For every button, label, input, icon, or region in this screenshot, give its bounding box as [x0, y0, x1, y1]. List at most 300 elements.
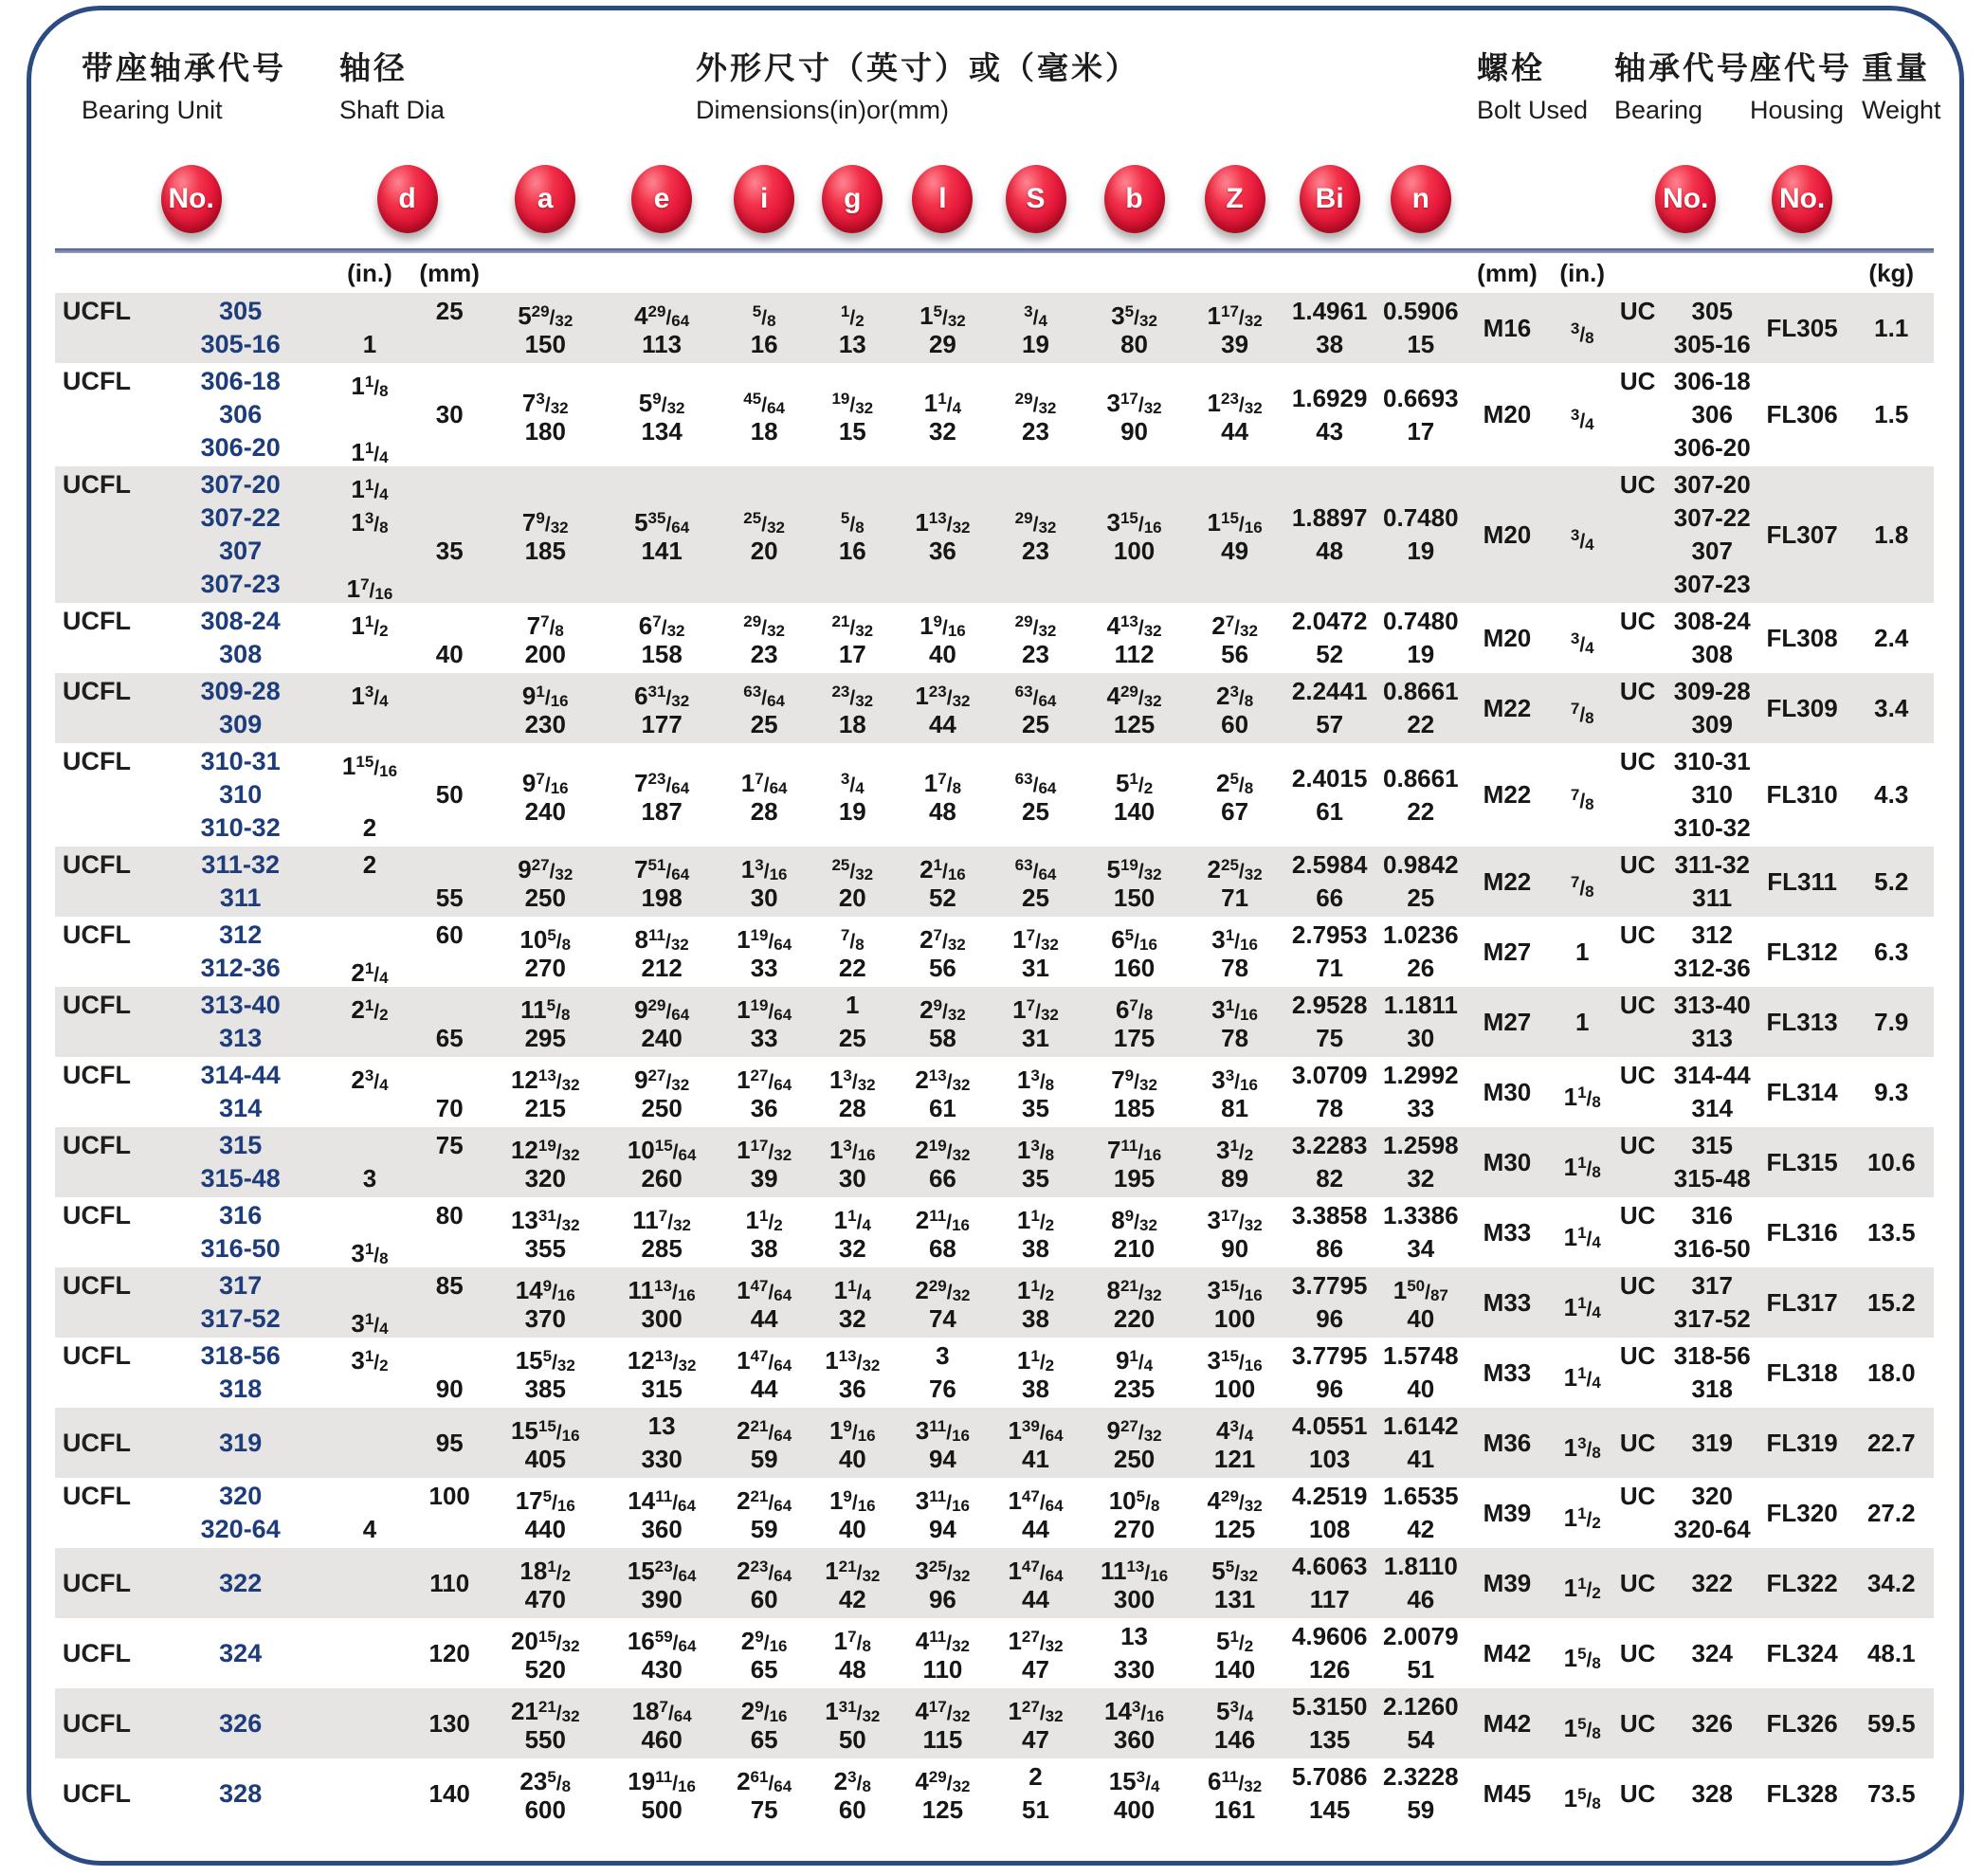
dim-e-mm: 260 [641, 1164, 683, 1193]
dim-g-mm: 18 [838, 710, 866, 738]
dim-z-cell [1186, 673, 1283, 743]
dim-e-inch: 10$^{15}$/64 [627, 1136, 697, 1164]
dim-bi-mm: 96 [1316, 1304, 1344, 1333]
bolt-in-value: 1 [1575, 1007, 1590, 1036]
dim-n-mm: 30 [1407, 1024, 1435, 1052]
shaft-dia-in-cell [327, 1548, 411, 1618]
bearing-prefix: UC [1619, 1778, 1656, 1808]
header-bolt-used [1477, 44, 1588, 125]
dim-l-mm: 56 [928, 954, 956, 982]
dim-bi-mm: 117 [1309, 1585, 1350, 1613]
bearing-prefix: UC [1619, 470, 1656, 499]
dim-b-cell [1083, 466, 1186, 603]
model-number: 314 [219, 1094, 263, 1122]
dim-g-mm: 16 [838, 537, 866, 565]
dim-i-cell [720, 1408, 809, 1478]
dim-bi-inch: 1.6929 [1291, 383, 1368, 412]
model-line [63, 638, 327, 671]
dim-n-cell [1375, 1688, 1465, 1758]
dim-l-inch: 1$^9$/16 [919, 611, 966, 640]
model-number: 313-40 [200, 991, 281, 1019]
dim-i-mm: 59 [750, 1515, 778, 1543]
shaft-dia-in-cell [327, 1408, 411, 1478]
bearing-prefix: UC [1619, 677, 1656, 705]
weight-cell [1849, 987, 1934, 1057]
bolt-in-value: $^7$/8 [1570, 786, 1594, 813]
dim-g-cell [809, 363, 897, 466]
bearing-line [1620, 398, 1756, 431]
model-cell [55, 1548, 327, 1618]
dim-i-mm: 38 [750, 1234, 778, 1263]
dim-a-inch: 17$^5$/16 [515, 1486, 575, 1515]
model-number: 314-44 [200, 1061, 281, 1089]
model-number: 312-36 [200, 954, 281, 982]
model-prefix: UCFL [63, 1428, 131, 1457]
dim-e-cell [604, 603, 720, 673]
dim-a-cell [487, 1338, 604, 1408]
dim-e-cell [604, 847, 720, 917]
bearing-prefix [1620, 1162, 1669, 1195]
model-prefix: UCFL [63, 1131, 131, 1159]
model-prefix: UCFL [63, 297, 131, 325]
dim-s-inch: $^{29}$/32 [1014, 612, 1057, 640]
weight-value: 48.1 [1866, 1638, 1916, 1667]
shaft-dia-in-cell [327, 293, 411, 363]
dim-i-mm: 16 [750, 330, 778, 358]
dim-g-inch: 1$^9$/16 [828, 1416, 876, 1445]
model-cell [55, 1197, 327, 1267]
dim-g-cell [809, 1267, 897, 1338]
bearing-no-cell [1616, 1618, 1756, 1688]
dim-l-mm: 74 [928, 1304, 956, 1333]
shaft-dia-in-value: 2$^1$/2 [351, 995, 389, 1024]
dim-a-inch: 7$^9$/32 [521, 508, 569, 537]
bearing-no-cell [1616, 673, 1756, 743]
weight-value: 1.5 [1874, 400, 1909, 428]
dim-g-inch: $^{23}$/32 [831, 683, 874, 710]
dim-n-inch: 0.6693 [1383, 383, 1459, 412]
dim-s-inch: $^3$/4 [1024, 302, 1047, 330]
model-number: 315 [219, 1131, 263, 1159]
dim-e-inch: 19$^{11}$/16 [628, 1767, 696, 1795]
bearing-no-cell [1616, 1758, 1756, 1829]
bearing-number: 318 [1691, 1375, 1733, 1403]
model-number: 310 [219, 780, 263, 809]
bolt-in-cell [1549, 466, 1616, 603]
dim-s-inch: 2 [1028, 1762, 1043, 1791]
dim-l-inch: 2$^1$/16 [919, 855, 966, 883]
dim-n-inch: 0.8661 [1383, 763, 1459, 792]
dim-b-cell [1083, 1338, 1186, 1408]
bearing-prefix: UC [1619, 747, 1656, 775]
dim-bi-cell [1283, 917, 1375, 987]
header-bolt-used-en: Bolt Used [1477, 96, 1589, 124]
dim-z-inch: 5$^3$/4 [1215, 1697, 1254, 1725]
shaft-dia-mm-value: 65 [435, 1024, 464, 1052]
dim-bi-inch: 4.0551 [1291, 1412, 1368, 1440]
dim-l-mm: 96 [928, 1585, 956, 1613]
dim-s-cell [989, 1197, 1083, 1267]
dim-s-mm: 35 [1022, 1094, 1049, 1122]
model-line [63, 1059, 327, 1092]
model-line [63, 1707, 327, 1740]
dim-n-inch: 1.6142 [1383, 1412, 1459, 1440]
dim-g-cell [809, 1057, 897, 1127]
dim-n-cell [1375, 1618, 1465, 1688]
dim-bi-mm: 145 [1308, 1795, 1351, 1824]
bearing-line [1620, 952, 1756, 985]
bolt-mm-value: M36 [1483, 1428, 1532, 1457]
units-row [55, 253, 1934, 293]
bolt-mm-value: M27 [1483, 1007, 1532, 1036]
dim-bi-mm: 82 [1316, 1164, 1344, 1193]
dim-z-mm: 131 [1213, 1585, 1256, 1613]
dim-n-mm: 33 [1407, 1094, 1435, 1122]
dim-g-cell [809, 1127, 897, 1197]
bearing-prefix [1620, 638, 1669, 671]
dim-n-inch: 0.7480 [1383, 607, 1459, 635]
dim-n-inch: 1.1811 [1383, 991, 1458, 1019]
dim-g-cell [809, 1408, 897, 1478]
weight-value: 59.5 [1866, 1708, 1916, 1738]
dim-g-cell [809, 1548, 897, 1618]
bolt-mm-cell [1465, 293, 1548, 363]
bolt-in-cell [1549, 917, 1616, 987]
dim-s-inch: 1$^1$/2 [1016, 1276, 1055, 1304]
dim-z-mm: 39 [1221, 330, 1249, 358]
dim-s-cell [989, 987, 1083, 1057]
catalog-table [55, 21, 1941, 1829]
column-headers [55, 21, 1941, 152]
model-prefix [63, 952, 154, 985]
bearing-prefix: UC [1619, 1428, 1656, 1457]
dim-z-inch: 3$^1$/2 [1215, 1136, 1254, 1164]
dim-e-mm: 240 [641, 1024, 683, 1052]
bolt-in-value: 1 [1575, 937, 1590, 966]
table-row [55, 987, 1934, 1057]
shaft-dia-mm-cell [412, 673, 487, 743]
model-number: 310-32 [200, 813, 281, 842]
bolt-mm-value: M20 [1483, 623, 1532, 652]
dim-l-mm: 110 [922, 1655, 963, 1684]
bearing-no-cell [1616, 1478, 1756, 1548]
shaft-dia-in-value: 2$^1$/4 [351, 958, 389, 987]
dim-z-cell [1186, 293, 1283, 363]
dim-a-mm: 600 [524, 1795, 566, 1824]
bearing-number: 306 [1691, 400, 1733, 428]
dim-l-cell [897, 1478, 989, 1548]
bearing-prefix [1620, 431, 1669, 464]
housing-no-cell [1756, 293, 1849, 363]
dim-b-mm: 235 [1113, 1375, 1156, 1403]
dim-l-inch: 1$^5$/32 [919, 301, 966, 330]
dim-bi-cell [1283, 1127, 1375, 1197]
model-number: 310-31 [200, 747, 281, 775]
shaft-dia-mm-cell [412, 1408, 487, 1478]
dim-i-inch: 1$^{47}$/64 [737, 1276, 792, 1304]
dim-n-cell [1375, 1057, 1465, 1127]
dim-bi-cell [1283, 673, 1375, 743]
weight-value: 5.2 [1874, 866, 1909, 896]
bolt-in-value: 1$^5$/8 [1563, 1643, 1601, 1672]
bolt-mm-cell [1465, 1478, 1548, 1548]
dim-e-inch: 15$^{23}$/64 [627, 1557, 697, 1585]
shaft-dia-in-value: 1$^1$/4 [351, 475, 389, 503]
model-prefix [63, 708, 154, 741]
bearing-no-cell [1616, 1197, 1756, 1267]
bolt-mm-value: M30 [1483, 1077, 1532, 1106]
dim-bi-inch: 5.3150 [1291, 1692, 1368, 1721]
dim-s-cell [989, 847, 1083, 917]
housing-no-value: FL312 [1766, 937, 1838, 966]
dim-i-inch: 2$^9$/16 [740, 1627, 788, 1655]
bearing-prefix: UC [1619, 607, 1656, 635]
model-number: 308 [219, 640, 263, 668]
bearing-prefix [1620, 535, 1669, 568]
shaft-dia-mm-cell [412, 1057, 487, 1127]
dim-s-inch: 1$^3$/8 [1016, 1065, 1055, 1094]
housing-no-value: FL309 [1766, 693, 1838, 722]
dim-e-inch: 5$^9$/32 [638, 388, 685, 417]
dim-b-cell [1083, 1408, 1186, 1478]
dim-l-mm: 44 [928, 710, 956, 738]
header-housing-en: Housing [1750, 96, 1845, 124]
dim-z-inch: 2$^3$/8 [1215, 682, 1254, 710]
dim-i-inch: 1$^1$/2 [745, 1206, 783, 1234]
dim-g-inch: $^{19}$/32 [831, 389, 874, 417]
bearing-prefix [1620, 708, 1669, 741]
dim-n-mm: 19 [1407, 640, 1435, 668]
bolt-in-value: 1$^1$/4 [1563, 1362, 1601, 1392]
bearing-number: 314 [1691, 1094, 1733, 1122]
dim-bi-cell [1283, 466, 1375, 603]
model-cell [55, 1758, 327, 1829]
bearing-line [1620, 1129, 1756, 1162]
dim-i-inch: 1$^{19}$/64 [737, 995, 792, 1024]
unit-label: (in.) [347, 258, 392, 287]
dim-z-inch: 2$^7$/32 [1211, 611, 1258, 640]
dim-l-cell [897, 1688, 989, 1758]
dim-i-cell [720, 673, 809, 743]
dim-n-cell [1375, 847, 1465, 917]
model-prefix: UCFL [63, 1568, 131, 1597]
model-line [63, 1022, 327, 1055]
table-row [55, 1688, 1934, 1758]
dim-n-cell [1375, 603, 1465, 673]
model-prefix: UCFL [63, 607, 131, 635]
dim-e-cell [604, 1197, 720, 1267]
bolt-in-value: $^3$/4 [1570, 406, 1594, 433]
model-number: 311-32 [201, 850, 280, 879]
model-prefix: UCFL [63, 470, 131, 499]
bearing-line [1620, 1022, 1756, 1055]
dim-n-mm: 22 [1407, 796, 1435, 826]
bolt-in-value: 1$^1$/2 [1563, 1573, 1601, 1602]
dim-l-cell [897, 1197, 989, 1267]
dim-g-mm: 32 [838, 1234, 866, 1263]
housing-no-value: FL311 [1767, 866, 1837, 896]
dim-s-mm: 25 [1022, 710, 1049, 738]
bolt-in-value: 1$^1$/4 [1563, 1222, 1601, 1251]
dim-g-inch: $^1$/2 [840, 302, 865, 330]
column-badge-i: i [734, 165, 794, 233]
dim-n-mm: 40 [1407, 1375, 1435, 1403]
shaft-dia-in-value: 1$^3$/4 [351, 682, 389, 710]
bearing-number: 313-40 [1673, 991, 1751, 1019]
table-row [55, 1127, 1934, 1197]
shaft-dia-in-cell [327, 1197, 411, 1267]
dim-n-mm: 32 [1407, 1164, 1435, 1193]
bearing-prefix [1620, 328, 1669, 361]
bearing-number: 324 [1691, 1638, 1733, 1667]
header-shaft-dia-zh: 轴径 [339, 50, 408, 85]
dim-e-cell [604, 1127, 720, 1197]
housing-no-value: FL320 [1766, 1498, 1838, 1527]
dim-a-cell [487, 987, 604, 1057]
dim-a-inch: 11$^5$/8 [520, 995, 571, 1024]
dim-g-mm: 50 [838, 1725, 866, 1754]
header-bolt-used-zh: 螺栓 [1477, 50, 1545, 85]
dim-z-inch: 3$^3$/16 [1211, 1065, 1258, 1094]
bearing-line [1620, 848, 1756, 882]
dim-a-inch: 15$^5$/32 [515, 1346, 575, 1375]
dim-z-mm: 121 [1213, 1445, 1256, 1473]
dim-s-cell [989, 1267, 1083, 1338]
model-line [63, 605, 327, 638]
dim-g-inch: 2$^3$/8 [833, 1767, 871, 1795]
dim-b-cell [1083, 1478, 1186, 1548]
model-number: 318 [219, 1375, 263, 1403]
dim-a-cell [487, 1127, 604, 1197]
weight-value: 9.3 [1874, 1077, 1909, 1106]
bearing-prefix: UC [1619, 1131, 1656, 1159]
housing-no-cell [1756, 1057, 1849, 1127]
dim-z-mm: 100 [1213, 1375, 1256, 1403]
bearing-line [1620, 638, 1756, 671]
column-badge-d: d [377, 165, 438, 233]
model-number: 324 [219, 1638, 263, 1667]
bearing-number: 313 [1691, 1024, 1733, 1052]
bolt-mm-cell [1465, 1618, 1548, 1688]
dim-a-cell [487, 1548, 604, 1618]
header-bearing-unit [82, 44, 286, 125]
dim-a-mm: 240 [524, 796, 566, 826]
dim-s-cell [989, 293, 1083, 363]
dim-l-inch: 1$^{13}$/32 [915, 508, 971, 537]
dim-i-mm: 44 [750, 1375, 778, 1403]
dim-b-mm: 300 [1113, 1585, 1156, 1613]
model-cell [55, 917, 327, 987]
dim-n-mm: 40 [1407, 1304, 1435, 1333]
shaft-dia-mm-value: 75 [435, 1131, 464, 1159]
unit-label: (mm) [1477, 258, 1538, 287]
table-row [55, 1057, 1934, 1127]
dim-e-inch: 9$^{27}$/32 [634, 1065, 690, 1094]
dim-i-cell [720, 1267, 809, 1338]
bearing-no-cell [1616, 1408, 1756, 1478]
dim-bi-inch: 3.7795 [1291, 1341, 1368, 1370]
bolt-mm-cell [1465, 1267, 1548, 1338]
housing-no-cell [1756, 1688, 1849, 1758]
model-number: 313 [219, 1024, 263, 1052]
dim-e-mm: 460 [641, 1725, 683, 1754]
dim-i-inch: 2$^{23}$/64 [737, 1557, 792, 1585]
shaft-dia-mm-cell [412, 847, 487, 917]
dim-a-inch: 5$^{29}$/32 [518, 301, 573, 330]
housing-no-cell [1756, 1197, 1849, 1267]
weight-cell [1849, 293, 1934, 363]
dim-a-cell [487, 466, 604, 603]
dim-i-cell [720, 1197, 809, 1267]
dim-s-inch: $^{29}$/32 [1014, 509, 1057, 537]
bolt-in-cell [1549, 1338, 1616, 1408]
bearing-number: 308 [1691, 640, 1733, 668]
dim-l-mm: 36 [928, 537, 956, 565]
dim-n-cell [1375, 1127, 1465, 1197]
dim-z-cell [1186, 917, 1283, 987]
weight-value: 6.3 [1874, 937, 1909, 966]
dim-s-mm: 25 [1022, 883, 1049, 912]
bearing-prefix: UC [1619, 850, 1656, 879]
shaft-dia-mm-value: 130 [428, 1708, 470, 1738]
dim-b-cell [1083, 293, 1186, 363]
weight-value: 10.6 [1866, 1147, 1916, 1176]
bearing-number: 309 [1691, 710, 1733, 738]
model-line [63, 295, 327, 328]
bolt-mm-cell [1465, 466, 1548, 603]
dim-bi-cell [1283, 1338, 1375, 1408]
dim-g-cell [809, 1688, 897, 1758]
dim-i-cell [720, 1057, 809, 1127]
bolt-mm-cell [1465, 1408, 1548, 1478]
dim-z-inch: 1$^{23}$/32 [1207, 388, 1263, 417]
dim-i-mm: 36 [750, 1094, 778, 1122]
dim-g-inch: 1$^1$/4 [833, 1206, 871, 1234]
bearing-no-cell [1616, 293, 1756, 363]
dim-i-cell [720, 1688, 809, 1758]
bearing-number: 328 [1691, 1778, 1733, 1808]
bolt-in-cell [1549, 1478, 1616, 1548]
dim-b-cell [1083, 743, 1186, 847]
dim-i-mm: 33 [750, 1024, 778, 1052]
dim-s-mm: 44 [1022, 1515, 1049, 1543]
dim-bi-mm: 135 [1308, 1725, 1351, 1754]
dim-l-cell [897, 1267, 989, 1338]
dim-b-mm: 140 [1113, 796, 1156, 826]
dim-b-mm: 195 [1113, 1164, 1156, 1193]
dim-s-inch: 1$^7$/32 [1012, 925, 1059, 954]
dim-a-cell [487, 1478, 604, 1548]
model-prefix [63, 1513, 154, 1546]
table-row [55, 1478, 1934, 1548]
housing-no-value: FL307 [1766, 519, 1838, 549]
dim-z-cell [1186, 466, 1283, 603]
dim-i-inch: $^{45}$/64 [743, 389, 785, 417]
bearing-prefix [1620, 952, 1669, 985]
dim-b-inch: 5$^1$/2 [1115, 768, 1154, 797]
weight-value: 34.2 [1866, 1568, 1916, 1597]
dim-g-mm: 17 [838, 640, 866, 668]
dim-a-mm: 385 [524, 1375, 566, 1403]
header-dimensions-en: Dimensions(in)or(mm) [696, 96, 950, 124]
model-prefix [63, 638, 154, 671]
bolt-in-value: 1$^5$/8 [1563, 1713, 1601, 1742]
dim-n-cell [1375, 1338, 1465, 1408]
shaft-dia-mm-value: 140 [428, 1778, 470, 1808]
bearing-prefix: UC [1619, 1061, 1656, 1089]
bolt-mm-cell [1465, 673, 1548, 743]
dim-b-cell [1083, 847, 1186, 917]
